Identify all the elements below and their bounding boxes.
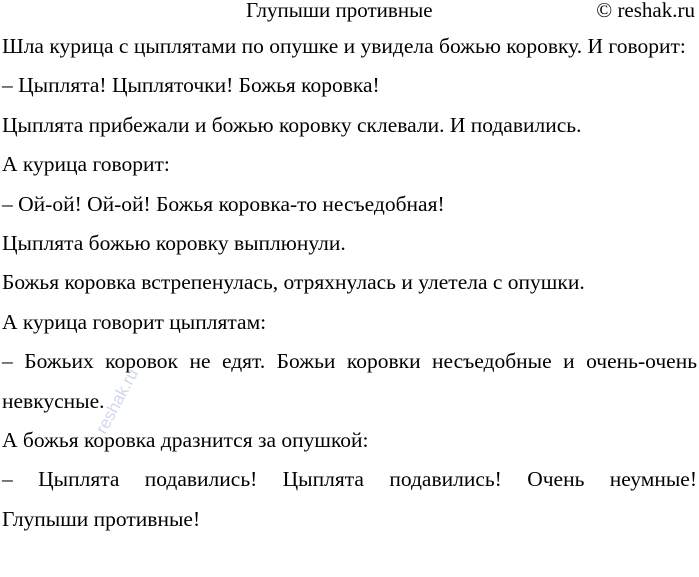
page-header xyxy=(0,0,699,26)
story-paragraph: А курица говорит цыплятам: xyxy=(2,309,267,334)
story-paragraph: Шла курица с цыплятами по опушке и увидела божью коровку. И говорит: xyxy=(2,34,686,58)
story-paragraph: А курица говорит: xyxy=(2,152,170,177)
story-paragraph: – Цыплята подавились! Цыплята подавились! Очень неумные! xyxy=(2,467,697,492)
story-text xyxy=(2,27,697,539)
source-credit: © reshak.ru xyxy=(596,0,695,22)
story-paragraph: Божья коровка встрепенулась, отряхнулась и улетела с опушки. xyxy=(2,270,585,295)
watermark: reshak.ru xyxy=(92,365,143,437)
page-title: Глупыши противные xyxy=(246,0,433,22)
story-paragraph: Глупыши противные! xyxy=(2,506,201,531)
story-paragraph: Цыплята божью коровку выплюнули. xyxy=(2,231,346,256)
story-paragraph: – Ой-ой! Ой-ой! Божья коровка-то несъедобная! xyxy=(2,191,445,216)
story-paragraph: Цыплята прибежали и божью коровку склевали. И подавились. xyxy=(2,112,582,137)
story-paragraph: А божья коровка дразнится за опушкой: xyxy=(2,428,369,453)
story-paragraph: – Цыплята! Цыпляточки! Божья коровка! xyxy=(2,73,380,98)
story-paragraph: – Божьих коровок не едят. Божьи коровки несъедобные и очень-очень невкусные. xyxy=(2,349,697,413)
